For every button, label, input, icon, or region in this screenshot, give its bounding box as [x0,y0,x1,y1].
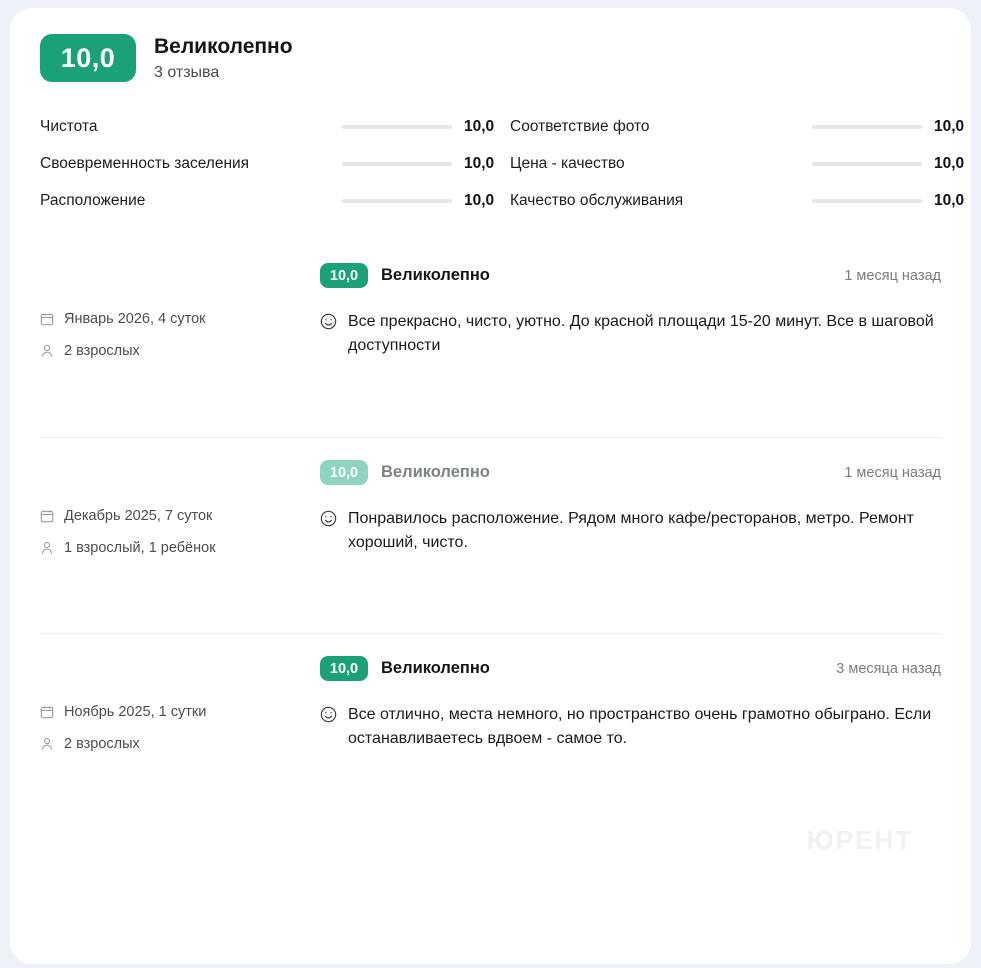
person-icon [40,344,54,358]
criterion-bar [812,125,922,129]
criterion-label: Своевременность заселения [40,154,250,172]
overall-verdict: Великолепно [154,35,293,58]
review-stay-text: Ноябрь 2025, 1 сутки [64,704,207,721]
calendar-icon [40,509,54,523]
criterion-value: 10,0 [464,117,495,135]
review-text: Все отлично, места немного, но пространство очень грамотно обыграно. Если останавливаетесь вдвоем - самое то. [348,706,932,748]
criterion-bar [342,199,452,203]
review-date: 1 месяц назад [844,464,941,481]
reviews-card [10,8,971,964]
criterion-label: Соответствие фото [510,117,650,135]
review-header [320,263,941,288]
review-guests-row [40,736,320,752]
review-verdict: Великолепно [381,659,490,678]
criterion-value: 10,0 [934,191,965,209]
person-icon [40,737,54,751]
review-text-row [320,703,941,751]
criteria-grid [40,108,965,219]
review-guests-text: 1 взрослый, 1 ребёнок [64,540,216,557]
review-header [320,460,941,485]
criterion-label: Расположение [40,191,146,209]
criterion-bar-track [812,125,922,129]
criterion-location [40,182,510,219]
criterion-bar [812,162,922,166]
review-body [320,263,941,415]
calendar-icon [40,312,54,326]
overall-score-badge: 10,0 [40,34,136,82]
criterion-bar [812,199,922,203]
review-stay-row [40,311,320,327]
criterion-value: 10,0 [934,154,965,172]
smile-icon [320,510,337,527]
review-score-badge: 10,0 [320,263,368,288]
criterion-checkin-timeliness [40,145,510,182]
criterion-bar-track [342,199,452,203]
criterion-bar-track [342,125,452,129]
review-guests-row [40,540,320,556]
smile-icon [320,706,337,723]
review-verdict: Великолепно [381,463,490,482]
person-icon [40,541,54,555]
rating-summary [40,34,941,82]
review-text: Все прекрасно, чисто, уютно. До красной площади 15-20 минут. Все в шаговой доступности [348,313,934,355]
criterion-value: 10,0 [464,154,495,172]
review-item [40,241,941,437]
criterion-service-quality [510,182,971,219]
reviews-count: 3 отзыва [154,64,220,82]
review-text-row [320,507,941,555]
review-body [320,656,941,807]
review-guests-row [40,343,320,359]
review-stay-row [40,508,320,524]
criterion-bar-track [812,162,922,166]
criterion-photo-match [510,108,971,145]
review-score-badge: 10,0 [320,656,368,681]
criterion-value: 10,0 [934,117,965,135]
review-guests-text: 2 взрослых [64,343,140,360]
review-text-row [320,310,941,358]
criterion-label: Чистота [40,117,98,135]
review-date: 1 месяц назад [844,267,941,284]
review-verdict: Великолепно [381,266,490,285]
summary-text [154,34,293,82]
criterion-bar-track [812,199,922,203]
review-score-badge: 10,0 [320,460,368,485]
reviews-list [40,241,941,829]
calendar-icon [40,705,54,719]
review-body [320,460,941,611]
review-meta [40,460,320,611]
review-date: 3 месяца назад [836,660,941,677]
review-header [320,656,941,681]
criterion-label: Качество обслуживания [510,191,684,209]
criterion-bar [342,125,452,129]
criterion-label: Цена - качество [510,154,625,172]
criterion-value: 10,0 [464,191,495,209]
review-item [40,633,941,829]
smile-icon [320,313,337,330]
criterion-bar-track [342,162,452,166]
review-stay-text: Декабрь 2025, 7 суток [64,508,213,525]
review-stay-row [40,704,320,720]
criterion-cleanliness [40,108,510,145]
review-guests-text: 2 взрослых [64,736,140,753]
review-item [40,437,941,633]
review-text: Понравилось расположение. Рядом много кафе/ресторанов, метро. Ремонт хороший, чисто. [348,510,914,552]
review-meta [40,263,320,415]
review-stay-text: Январь 2026, 4 суток [64,311,206,328]
criterion-price-quality [510,145,971,182]
criterion-bar [342,162,452,166]
review-meta [40,656,320,807]
watermark: ЮРЕНТ [806,825,913,855]
